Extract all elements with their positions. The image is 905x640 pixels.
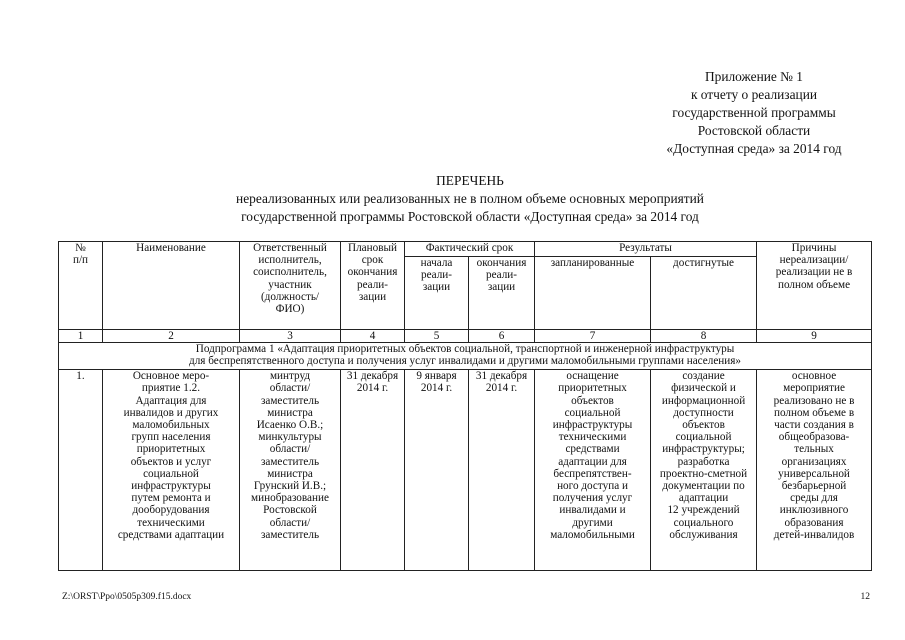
cell-actual-start: 9 января 2014 г. [405, 370, 469, 571]
column-number: 1 [59, 330, 103, 343]
subprogram-row [59, 343, 872, 370]
cell-results-planned: оснащение приоритетных объектов социальной инфраструктуры техническими средствами адаптации для беспрепятствен- ного доступа и получения услуг инвалидами и другими маломобильными [535, 370, 651, 571]
header-num: № п/п [59, 242, 103, 330]
page-footer [62, 592, 870, 603]
column-number: 8 [651, 330, 757, 343]
header-actual-end: окончания реали- зации [469, 257, 535, 330]
appendix-line: к отчету о реализации [690, 87, 818, 102]
header-executor: Ответственный исполнитель, соисполнитель, участник (должность/ ФИО) [240, 242, 341, 330]
cell-reasons: основное мероприятие реализовано не в полном объеме в части создания в общеобразова- тельных организациях универсальной безбарьерной среды для инклюзивного образования детей-инвалидов [757, 370, 872, 571]
appendix-line: государственной программы [672, 105, 836, 120]
title-line: нереализованных или реализованных не в полном объеме основных мероприятий [236, 191, 704, 206]
header-name: Наименование [103, 242, 240, 330]
column-number: 3 [240, 330, 341, 343]
column-number: 4 [341, 330, 405, 343]
table-header-row [59, 242, 872, 257]
header-actual-start: начала реали- зации [405, 257, 469, 330]
header-planned: Плановый срок окончания реали- зации [341, 242, 405, 330]
cell-planned: 31 декабря 2014 г. [341, 370, 405, 571]
header-reasons: Причины нереализации/ реализации не в полном объеме [757, 242, 872, 330]
table-row [59, 370, 872, 571]
measures-table [58, 241, 872, 571]
file-path: Z:\ORST\Ppo\0505p309.f15.docx [62, 592, 192, 602]
cell-name: Основное меро- приятие 1.2. Адаптация для инвалидов и других маломобильных групп населения приоритетных объектов и услуг социальной инфраструктуры путем ремонта и дооборудования техническими средствами адаптации [103, 370, 240, 571]
appendix-line: Ростовской области [697, 123, 811, 138]
title-line: государственной программы Ростовской области «Доступная среда» за 2014 год [241, 209, 699, 224]
header-results-planned: запланированные [535, 257, 651, 330]
column-number: 5 [405, 330, 469, 343]
column-number-row [59, 330, 872, 343]
column-number: 7 [535, 330, 651, 343]
title-heading: ПЕРЕЧЕНЬ [436, 173, 504, 188]
column-number: 2 [103, 330, 240, 343]
cell-num: 1. [59, 370, 103, 571]
header-actual: Фактический срок [405, 242, 535, 257]
header-results-achieved: достигнутые [651, 257, 757, 330]
column-number: 6 [469, 330, 535, 343]
appendix-block [640, 68, 868, 158]
appendix-line: Приложение № 1 [704, 69, 804, 84]
appendix-line: «Доступная среда» за 2014 год [666, 141, 842, 156]
document-title [90, 172, 850, 226]
cell-results-achieved: создание физической и информационной доступности объектов социальной инфраструктуры; разработка проектно-сметной документации по адаптации 12 учреждений социального обслуживания [651, 370, 757, 571]
column-number: 9 [757, 330, 872, 343]
cell-executor: минтруд области/ заместитель министра Исаенко О.В.; минкультуры области/ заместитель министра Грунский И.В.; минобразование Ростовской области/ заместитель [240, 370, 341, 571]
subprogram-title: Подпрограмма 1 «Адаптация приоритетных объектов социальной, транспортной и инженерной инфраструктуры для беспрепятственного доступа и получения услуг инвалидами и другими маломобильными группами населения» [59, 343, 872, 370]
page-number: 12 [860, 592, 870, 602]
header-results: Результаты [535, 242, 757, 257]
cell-actual-end: 31 декабря 2014 г. [469, 370, 535, 571]
